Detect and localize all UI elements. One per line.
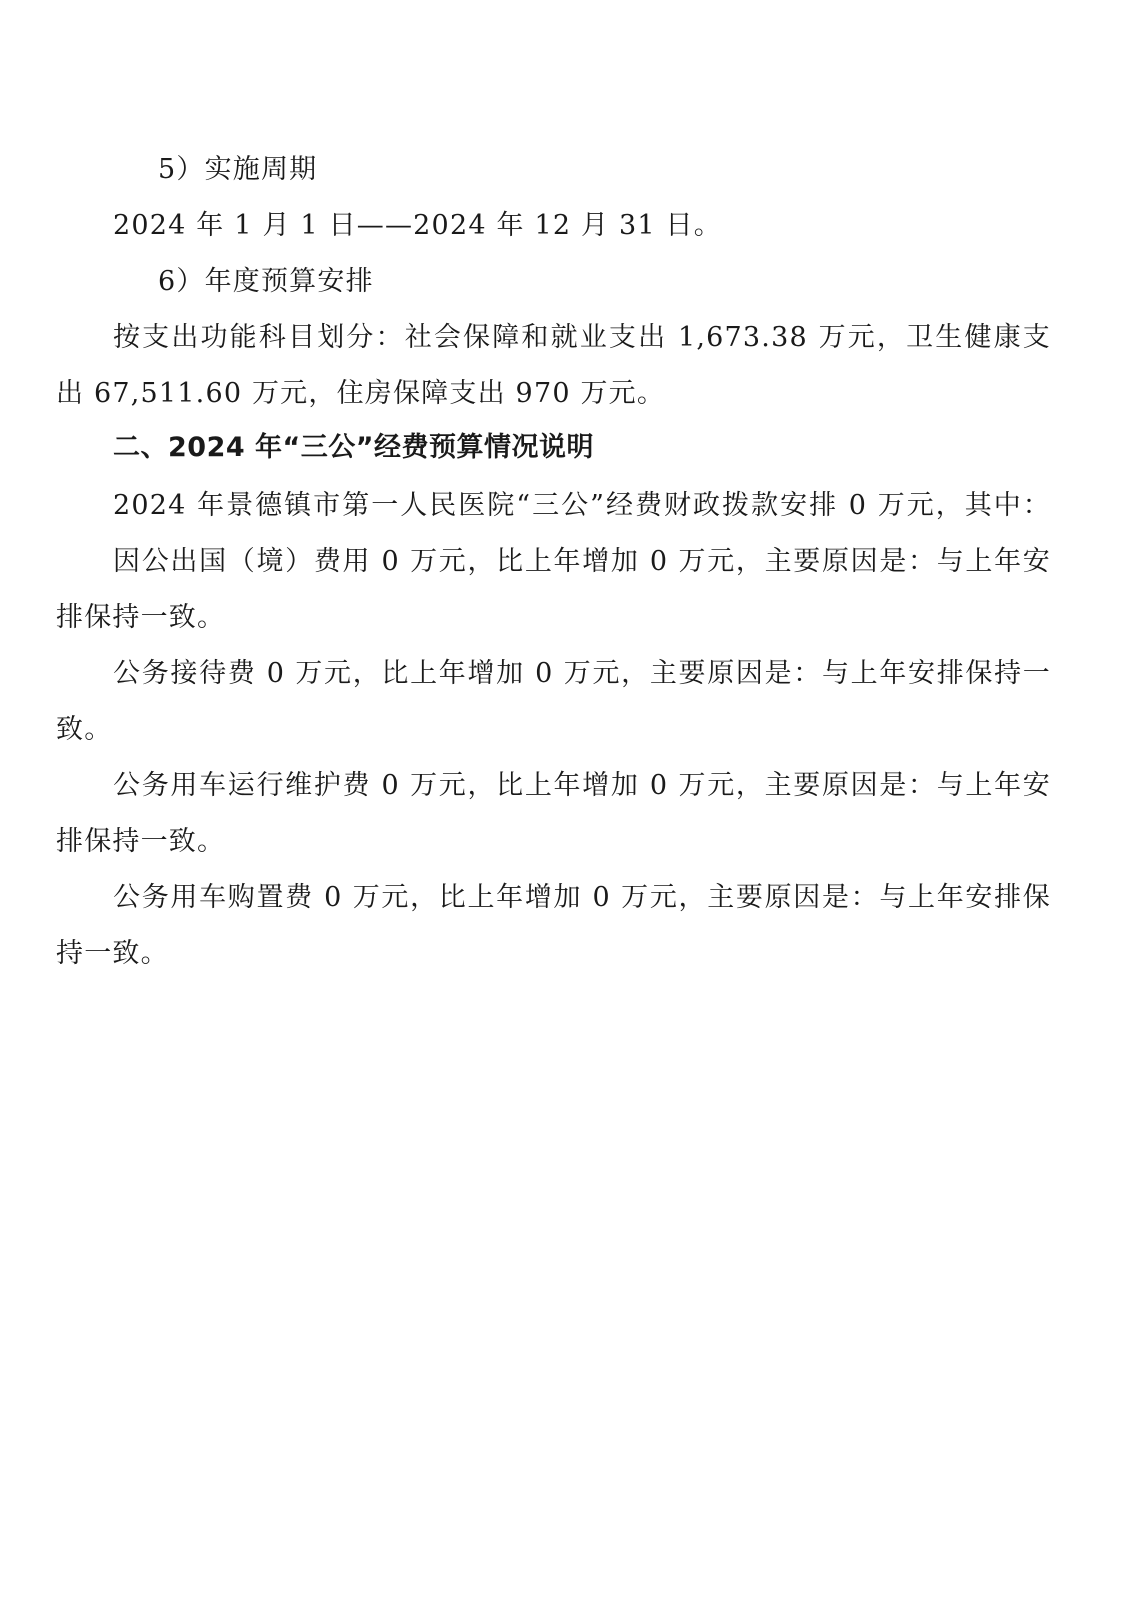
vehicle-purchase-text-line2: 持一致。 — [56, 938, 169, 969]
reception-text-line1: 公务接待费 0 万元，比上年增加 0 万元，主要原因是：与上年安排保持一 — [113, 658, 1051, 689]
section2-intro: 2024 年景德镇市第一人民医院“三公”经费财政拨款安排 0 万元，其中： — [113, 490, 1051, 521]
item6-title: 6）年度预算安排 — [158, 266, 374, 297]
vehicle-operation-text-line2: 排保持一致。 — [56, 826, 226, 857]
reception-text-line2: 致。 — [56, 714, 113, 745]
item6-text-line1: 按支出功能科目划分：社会保障和就业支出 1,673.38 万元，卫生健康支 — [113, 322, 1051, 353]
abroad-text-line2: 排保持一致。 — [56, 602, 226, 633]
item5-title: 5）实施周期 — [158, 154, 318, 185]
abroad-text-line1: 因公出国（境）费用 0 万元，比上年增加 0 万元，主要原因是：与上年安 — [113, 546, 1051, 577]
section2-heading: 二、2024 年“三公”经费预算情况说明 — [113, 432, 595, 463]
vehicle-purchase-text-line1: 公务用车购置费 0 万元，比上年增加 0 万元，主要原因是：与上年安排保 — [113, 882, 1051, 913]
vehicle-operation-text-line1: 公务用车运行维护费 0 万元，比上年增加 0 万元，主要原因是：与上年安 — [113, 770, 1051, 801]
item5-period: 2024 年 1 月 1 日——2024 年 12 月 31 日。 — [113, 210, 722, 241]
item6-text-line2: 出 67,511.60 万元，住房保障支出 970 万元。 — [56, 378, 666, 409]
